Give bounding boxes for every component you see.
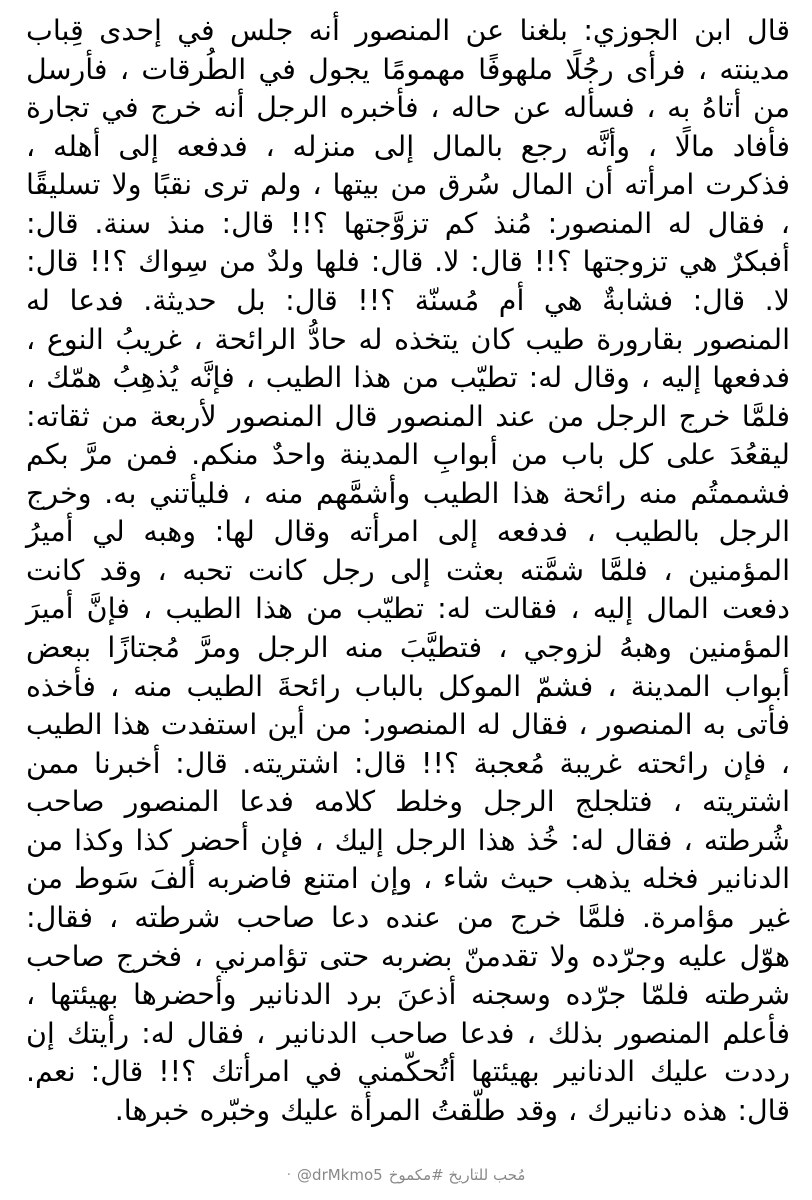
footer-separator: · — [286, 1167, 292, 1183]
footer-handle: @drMkmo5 — [297, 1166, 383, 1184]
watermark-footer — [0, 1158, 812, 1192]
footer-credit: مُحب للتاريخ #مكموخ — [388, 1166, 526, 1184]
article-text — [26, 12, 790, 1130]
article-paragraph: قال ابن الجوزي: بلغنا عن المنصور أنه جلس في إحدى قِباب مدينته ، فرأى رجُلًا ملهوفًا مهمومًا يجول في الطُرقات ، فأرسل من أتاهُ به ، فسأله عن حاله ، فأخبره الرجل أنه خرج في تجارة فأفاد مالًا ، وأنَّه رجع بالمال إلى منزله ، فدفعه إلى أهله ، فذكرت امرأته أن المال سُرق من بيتها ، ولم ترى نقبًا ولا تسليقًا ، فقال له المنصور: مُنذ كم تزوَّجتها ؟!! قال: منذ سنة. قال: أفبكرٌ هي تزوجتها ؟!! قال: لا. قال: فلها ولدٌ من سِواك ؟!! قال: لا. قال: فشابةٌ هي أم مُسنّة ؟!! قال: بل حديثة. فدعا له المنصور بقارورة طيب كان يتخذه له حادُّ الرائحة ، غريبُ النوع ، فدفعها إليه ، وقال له: تطيّب من هذا الطيب ، فإنَّه يُذهِبُ همّك ، فلمَّا خرج الرجل من عند المنصور قال المنصور لأربعة من ثقاته: ليقعُدَ على كل باب من أبوابِ المدينة واحدٌ منكم. فمن مرَّ بكم فشممتُم منه رائحة هذا الطيب وأشمَّهم منه ، فليأتني به. وخرج الرجل بالطيب ، فدفعه إلى امرأته وقال لها: وهبه لي أميرُ المؤمنين ، فلمَّا شمَّته بعثت إلى رجل كانت تحبه ، وقد كانت دفعت المال إليه ، فقالت له: تطيّب من هذا الطيب ، فإنَّ أميرَ المؤمنين وهبهُ لزوجي ، فتطيَّبَ منه الرجل ومرَّ مُجتازًا ببعض أبواب المدينة ، فشمّ الموكل بالباب رائحةَ الطيب منه ، فأخذه فأتى به المنصور ، فقال له المنصور: من أين استفدت هذا الطيب ، فإن رائحته غريبة مُعجبة ؟!! قال: اشتريته. قال: أخبرنا ممن اشتريته ، فتلجلج الرجل وخلط كلامه فدعا المنصور صاحب شُرطته ، فقال له: خُذ هذا الرجل إليك ، فإن أحضر كذا وكذا من الدنانير فخله يذهب حيث شاء ، وإن امتنع فاضربه ألفَ سَوط من غير مؤامرة. فلمَّا خرج من عنده دعا صاحب شرطته ، فقال: هوّل عليه وجرّده ولا تقدمنّ بضربه حتى تؤامرني ، فخرج صاحب شرطته فلمّا جرّده وسجنه أذعنَ برد الدنانير وأحضرها بهيئتها ، فأعلم المنصور بذلك ، فدعا صاحب الدنانير ، فقال له: رأيتك إن رددت عليك الدنانير بهيئتها أتُحكّمني في امرأتك ؟!! قال: نعم. قال: هذه دنانيرك ، وقد طلّقتُ المرأة عليك وخبّره خبرها. — [26, 14, 790, 1127]
